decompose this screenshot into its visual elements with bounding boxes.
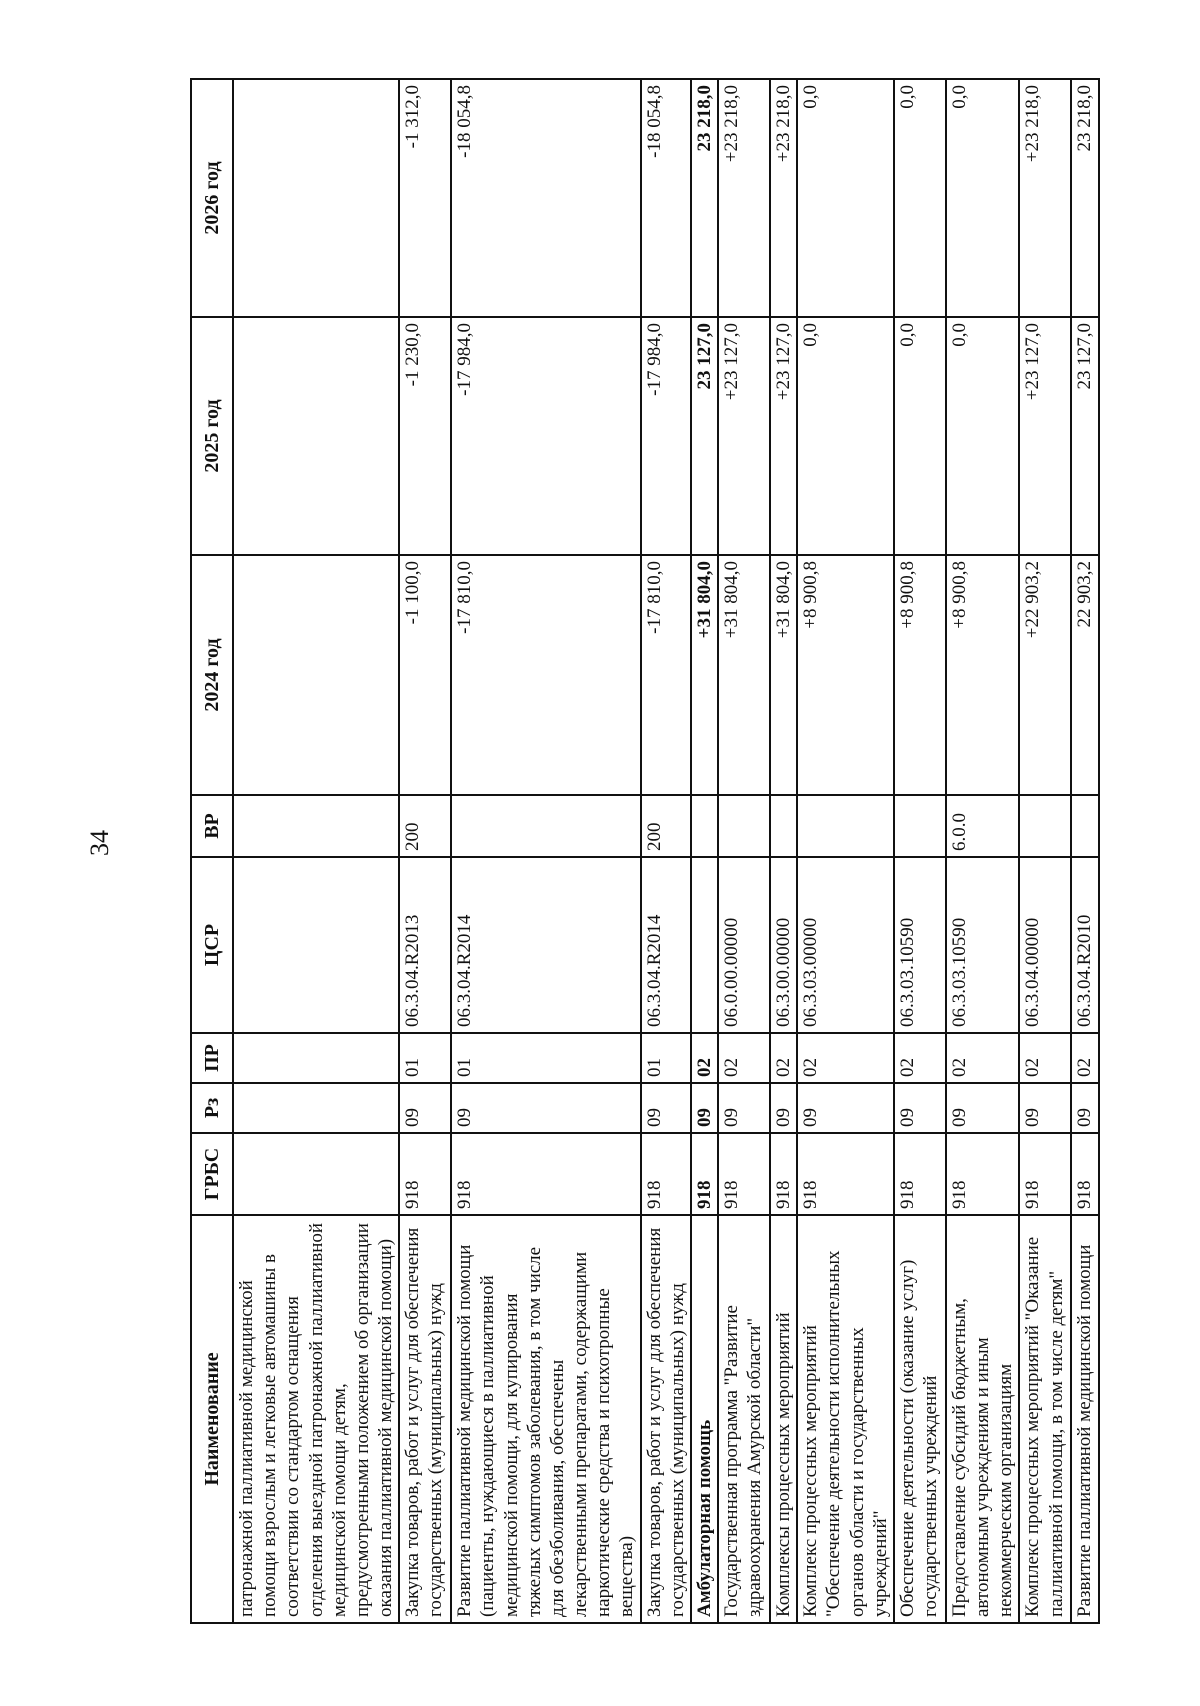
table-row [233,79,399,1623]
row-vr: 200 [641,795,691,857]
header-rz: Рз [191,1083,233,1133]
table-row [1071,79,1099,1623]
row-name: Амбулаторная помощь [691,1215,718,1623]
row-name: Комплексы процессных мероприятий [770,1215,797,1623]
row-pr: 01 [641,1033,691,1083]
table-row [1019,79,1071,1623]
row-name: Закупка товаров, работ и услуг для обеспечения государственных (муниципальных) нужд [399,1215,451,1623]
row-2026: -18 054,8 [451,79,640,317]
row-name: Развитие паллиативной медицинской помощи [1071,1215,1099,1623]
row-2026: +23 218,0 [770,79,797,317]
row-2026: -18 054,8 [641,79,691,317]
row-grbs: 918 [946,1133,1020,1215]
row-rz: 09 [641,1083,691,1133]
row-name: Закупка товаров, работ и услуг для обеспечения государственных (муниципальных) нужд [641,1215,691,1623]
row-vr [894,795,946,857]
row-2025: 0,0 [894,317,946,555]
row-pr: 02 [1019,1033,1071,1083]
row-2025: 23 127,0 [691,317,718,555]
row-name: Комплекс процессных мероприятий "Обеспечение деятельности исполнительных органов области и государственных учреждений" [797,1215,894,1623]
row-grbs: 918 [718,1133,770,1215]
row-2024: +31 804,0 [770,555,797,795]
row-csr: 06.3.04.R2014 [641,857,691,1033]
row-grbs [233,1133,399,1215]
row-name: Государственная программа "Развитие здравоохранения Амурской области" [718,1215,770,1623]
row-rz [233,1083,399,1133]
row-rz: 09 [1071,1083,1099,1133]
rotated-table-container [190,80,1096,1624]
row-pr [233,1033,399,1083]
row-vr [451,795,640,857]
row-pr: 01 [451,1033,640,1083]
row-2025: 23 127,0 [1071,317,1099,555]
row-2024: +22 903,2 [1019,555,1071,795]
row-grbs: 918 [770,1133,797,1215]
row-grbs: 918 [1019,1133,1071,1215]
row-vr [770,795,797,857]
row-rz: 09 [797,1083,894,1133]
row-vr [233,795,399,857]
row-2024: +8 900,8 [894,555,946,795]
row-2026: 0,0 [894,79,946,317]
row-pr: 02 [894,1033,946,1083]
row-csr: 06.3.03.10590 [946,857,1020,1033]
row-2025: 0,0 [946,317,1020,555]
row-name: Развитие паллиативной медицинской помощи (пациенты, нуждающиеся в паллиативной медицинской помощи, для купирования тяжелых симптомов заболевания, в том числе для обезболивания, обеспечены лекарственными препаратами, содержащими наркотические средства и психотропные вещества) [451,1215,640,1623]
table-row [399,79,451,1623]
row-2025: -1 230,0 [399,317,451,555]
row-2024: -17 810,0 [451,555,640,795]
table-row [770,79,797,1623]
row-2024 [233,555,399,795]
table-row [894,79,946,1623]
table-row [451,79,640,1623]
row-grbs: 918 [641,1133,691,1215]
row-rz: 09 [399,1083,451,1133]
row-pr: 02 [1071,1033,1099,1083]
page-number: 34 [85,830,114,856]
header-grbs: ГРБС [191,1133,233,1215]
row-2025: 0,0 [797,317,894,555]
row-csr [233,857,399,1033]
budget-table [190,78,1100,1624]
row-2024: +8 900,8 [797,555,894,795]
row-vr [718,795,770,857]
header-2025: 2025 год [191,317,233,555]
row-2026: +23 218,0 [718,79,770,317]
row-2026: 23 218,0 [691,79,718,317]
row-rz: 09 [946,1083,1020,1133]
row-vr [797,795,894,857]
table-row [797,79,894,1623]
row-2026: -1 312,0 [399,79,451,317]
row-vr: 6.0.0 [946,795,1020,857]
row-rz: 09 [718,1083,770,1133]
row-2026: +23 218,0 [1019,79,1071,317]
row-pr: 02 [718,1033,770,1083]
row-csr: 06.3.03.10590 [894,857,946,1033]
row-pr: 01 [399,1033,451,1083]
row-2024: +31 804,0 [691,555,718,795]
row-grbs: 918 [691,1133,718,1215]
row-grbs: 918 [894,1133,946,1215]
row-2024: +8 900,8 [946,555,1020,795]
row-csr: 06.3.04.00000 [1019,857,1071,1033]
table-row [718,79,770,1623]
row-rz: 09 [770,1083,797,1133]
row-csr: 06.3.00.00000 [770,857,797,1033]
row-2026: 23 218,0 [1071,79,1099,317]
row-2025: +23 127,0 [718,317,770,555]
row-pr: 02 [770,1033,797,1083]
row-vr [1071,795,1099,857]
row-2026: 0,0 [797,79,894,317]
row-grbs: 918 [399,1133,451,1215]
row-pr: 02 [946,1033,1020,1083]
row-rz: 09 [451,1083,640,1133]
row-2025: -17 984,0 [451,317,640,555]
row-2024: +31 804,0 [718,555,770,795]
row-2024: 22 903,2 [1071,555,1099,795]
table-row [946,79,1020,1623]
row-csr: 06.0.00.00000 [718,857,770,1033]
row-grbs: 918 [451,1133,640,1215]
row-csr: 06.3.04.R2013 [399,857,451,1033]
table-row [691,79,718,1623]
row-csr: 06.3.04.R2014 [451,857,640,1033]
header-vr: ВР [191,795,233,857]
row-name: Обеспечение деятельности (оказание услуг) государственных учреждений [894,1215,946,1623]
row-rz: 09 [1019,1083,1071,1133]
row-name: Предоставление субсидий бюджетным, автономным учреждениям и иным некоммерческим организациям [946,1215,1020,1623]
header-csr: ЦСР [191,857,233,1033]
row-csr: 06.3.04.R2010 [1071,857,1099,1033]
row-grbs: 918 [1071,1133,1099,1215]
table-header-row [191,79,233,1623]
header-2026: 2026 год [191,79,233,317]
row-name: Комплекс процессных мероприятий "Оказание паллиативной помощи, в том числе детям" [1019,1215,1071,1623]
row-2025 [233,317,399,555]
table-row [641,79,691,1623]
header-2024: 2024 год [191,555,233,795]
row-vr [691,795,718,857]
row-vr: 200 [399,795,451,857]
row-rz: 09 [691,1083,718,1133]
row-2026: 0,0 [946,79,1020,317]
row-2025: -17 984,0 [641,317,691,555]
row-2025: +23 127,0 [770,317,797,555]
row-grbs: 918 [797,1133,894,1215]
row-name: патронажной паллиативной медицинской помощи взрослым и легковые автомашины в соответствии со стандартом оснащения отделения выездной патронажной паллиативной медицинской помощи детям, предусмотренными положением об организации оказания паллиативной медицинской помощи) [233,1215,399,1623]
row-2024: -17 810,0 [641,555,691,795]
header-name: Наименование [191,1215,233,1623]
header-pr: ПР [191,1033,233,1083]
row-2026 [233,79,399,317]
row-vr [1019,795,1071,857]
row-2025: +23 127,0 [1019,317,1071,555]
row-csr: 06.3.03.00000 [797,857,894,1033]
row-csr [691,857,718,1033]
row-pr: 02 [797,1033,894,1083]
row-2024: -1 100,0 [399,555,451,795]
row-rz: 09 [894,1083,946,1133]
row-pr: 02 [691,1033,718,1083]
